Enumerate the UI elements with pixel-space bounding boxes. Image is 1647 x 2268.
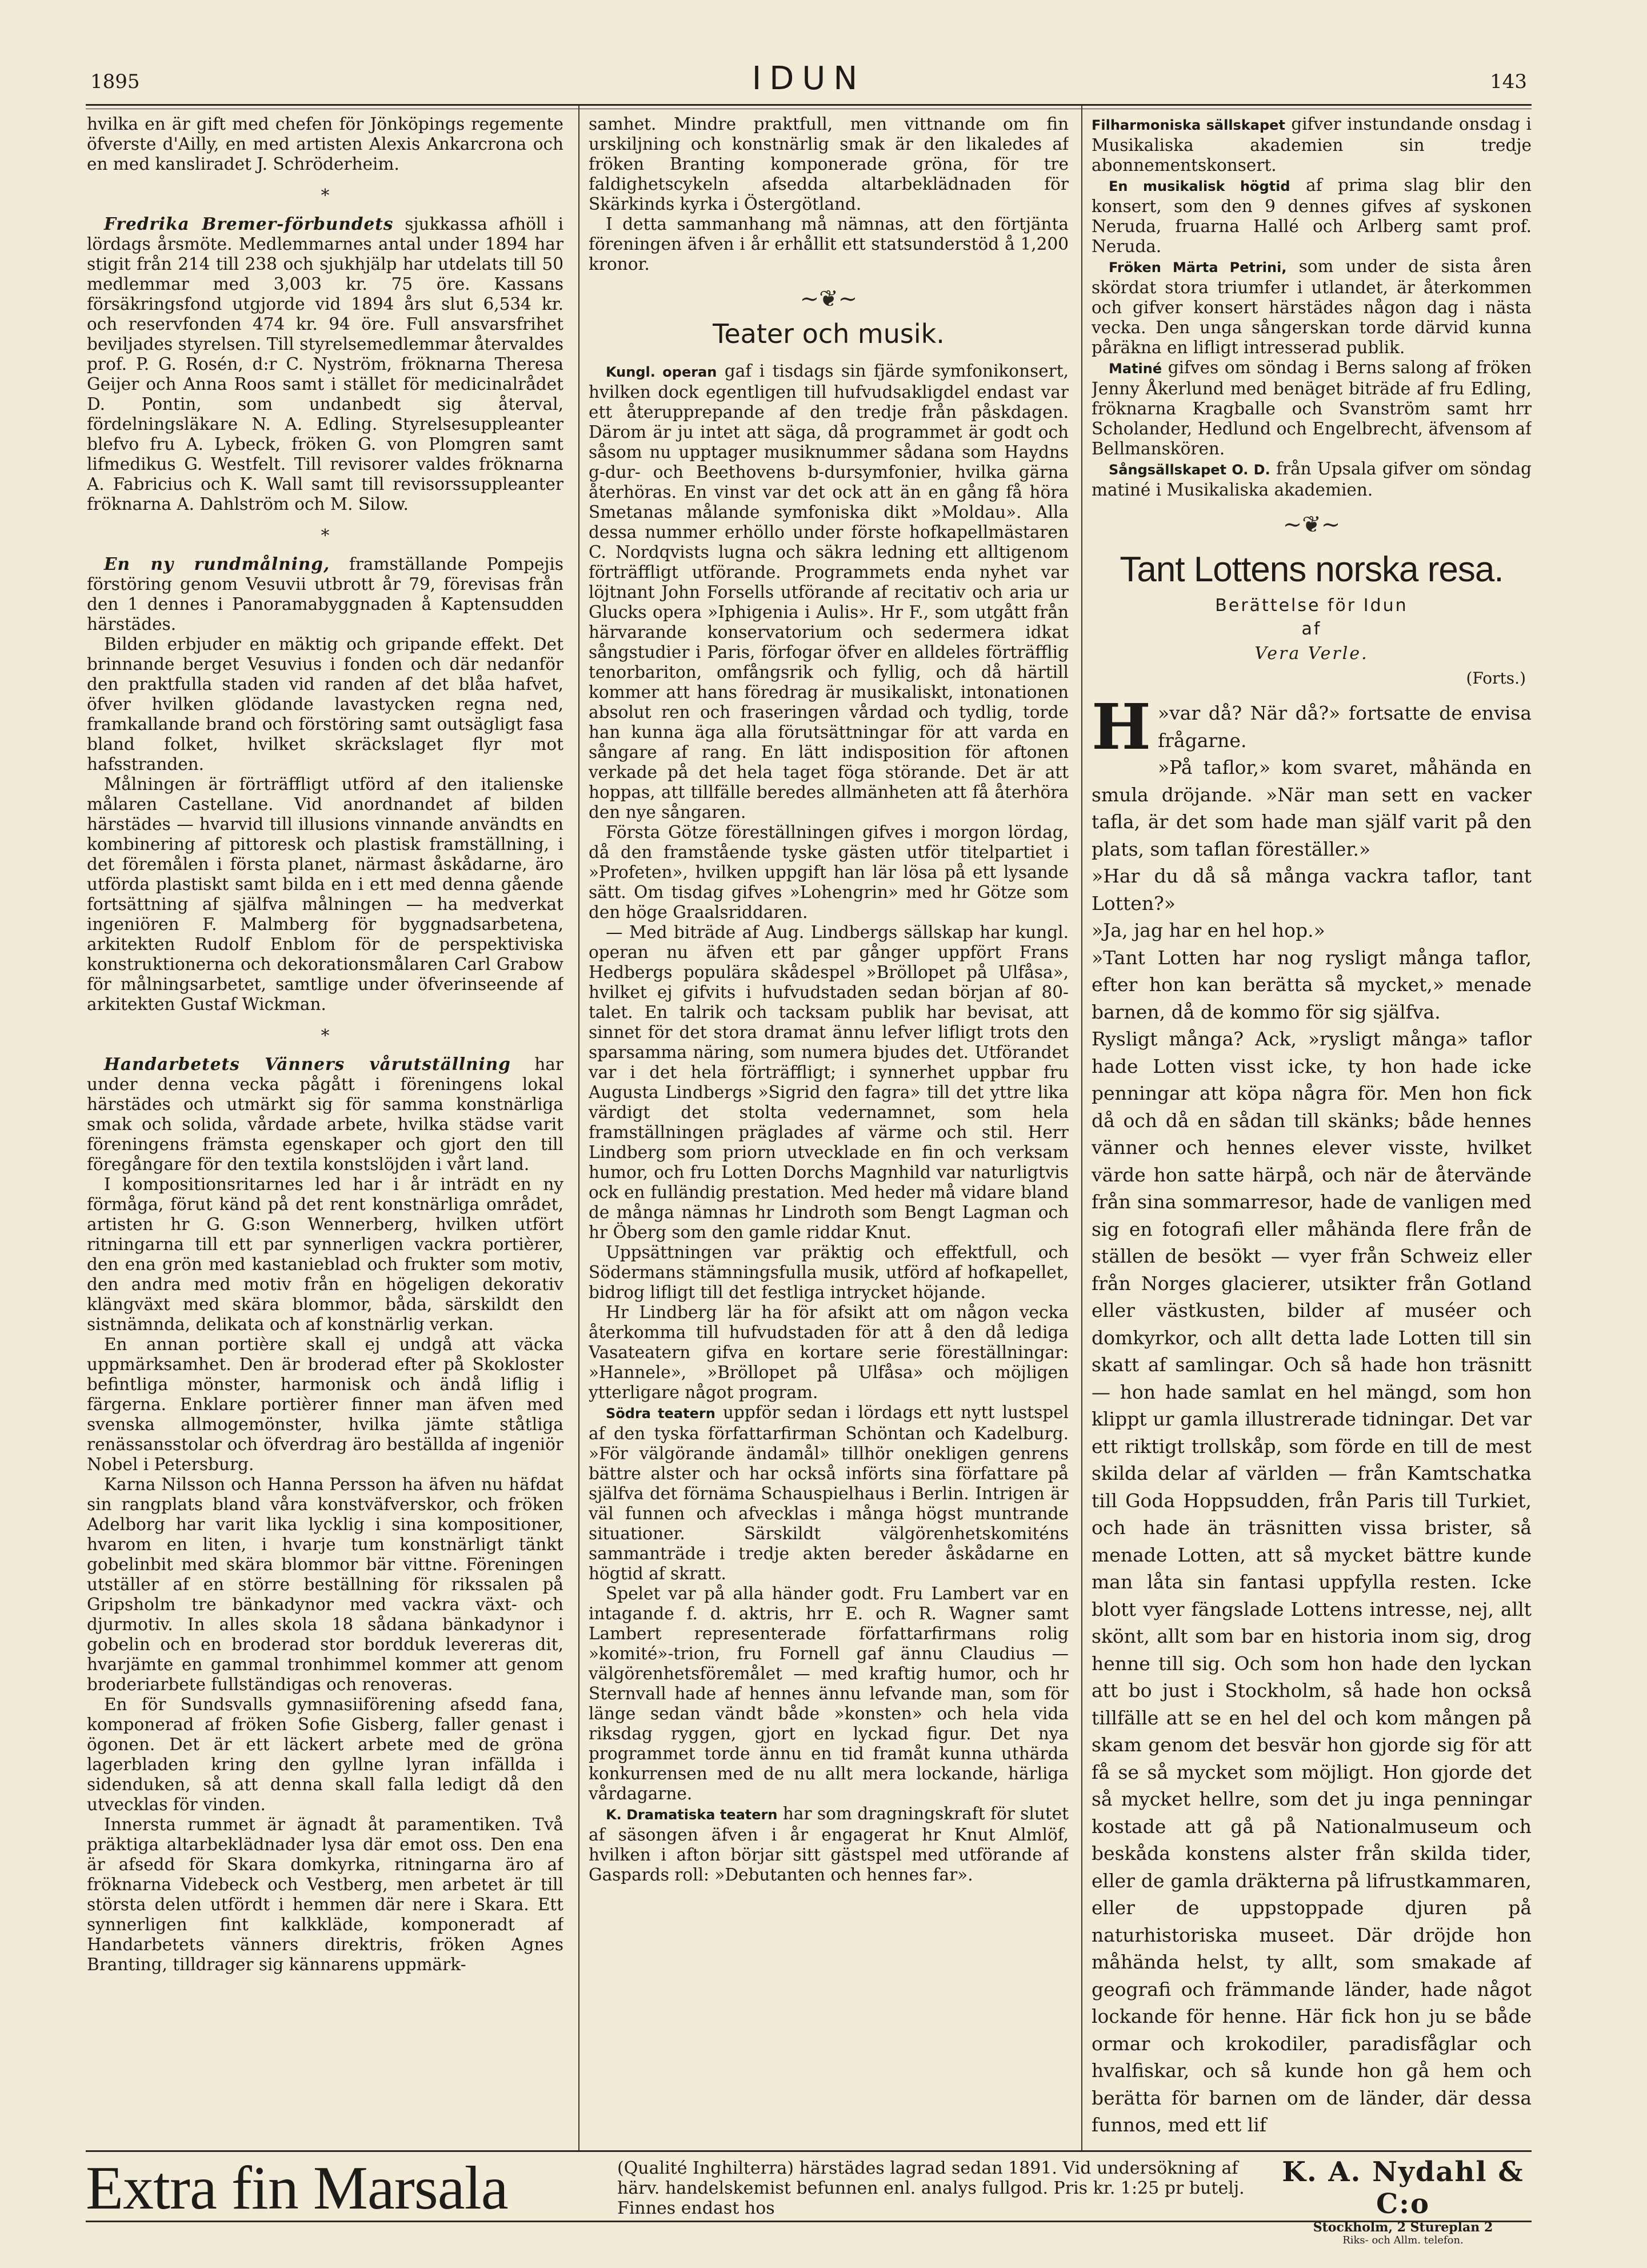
header-rule bbox=[86, 104, 1532, 106]
drop-cap: H bbox=[1092, 690, 1151, 764]
article-paragraph: Uppsättningen var präktig och effektfull, och Södermans stämningsfulla musik, utförd af hofkapellet, bidrog lifligt till det festliga intrycket höjande. bbox=[589, 1243, 1069, 1302]
column-1 bbox=[87, 114, 563, 2149]
article-petrini bbox=[1092, 257, 1532, 358]
article-paragraph: Bilden erbjuder en mäktig och gripande effekt. Det brinnande berget Vesuvius i fonden och där nedanför den praktfulla staden vid randen af det blåa hafvet, öfver hvilken glödande lavastycken regna ned, framkallande brand och förstöring samt outsägligt fasa bland folket, hvilket skräckslaget flyr mot hafsstranden. bbox=[87, 634, 563, 774]
story-paragraph: »Ja, jag har en hel hop.» bbox=[1092, 919, 1325, 941]
article-paragraph: Spelet var på alla händer godt. Fru Lambert var en intagande f. d. aktris, hrr E. och R. Wagner samt Lambert representerade författarfirmans rolig »komité»-trion, fru Fornell gaf ännu Claudius — välgörenhetsföremålet — med kraftig humor, och hr Sternvall hade af hennes ännu lefvande man, som för länge sedan vändt både »konsten» och hela vida riksdag ryggen, gjort en lyckad figur. Det nya programmet torde ännu en tid framåt kunna uthärda konkurrensen med de nu allt mera lockande, härliga vårdagarne. bbox=[589, 1584, 1069, 1803]
separator-star: * bbox=[321, 526, 330, 545]
article-paragraph: Målningen är förträffligt utförd af den italienske målaren Castellane. Vid anordnandet af bilden härstädes — hvarvid till illusions vinnande användts en kombinering af pittoresk och plastisk framställning, i det föremålen i första planet, närmast åskådarne, äro utförda plastiskt samt bilda en i ett med denna gående fortsättning af själfva målningen — ha medverkat ingeniören F. Malmberg för byggnadsarbetena, arkitekten Rudolf Enblom för de perspektiviska konstruktionerna och dekorationsmålaren Carl Grabow för målningsarbetet, samtlige under öfverinseende af arkitekten Gustaf Wickman. bbox=[87, 774, 563, 1014]
article-bremer-text: sjukkassa afhöll i lördags årsmöte. Medlemmarnes antal under 1894 har stigit från 214 till 238 och sjukhjälp har utdelats till 50 medlemmar med 3,003 kr. 75 öre. Kassans försäkringsfond utgjorde vid 1894 års slut 6,534 kr. och reservfonden 474 kr. 94 öre. Full ansvarsfrihet beviljades styrelsen. Till styrelsemedlemmar återvaldes prof. P. G. Rosén, d:r C. Nyström, fröknarna Theresa Geijer och Anna Roos samt i stället för medicinalrådet D. Pontin, som undanbedt sig återval, fördelningsläkare N. A. Edling. Styrelsesuppleanter blefvo fru A. Lybeck, fröken G. von Plomgren samt lifmedikus G. Westfelt. Till revisorer valdes fröknarna A. Fabricius och K. Wall samt till revisorssuppleanter fröknarna A. Dahlström och M. Silow. bbox=[87, 214, 563, 514]
article-filharmoniska bbox=[1092, 114, 1532, 175]
story-byline-af: af bbox=[1301, 619, 1322, 639]
story-paragraph: »Har du då så många vackra taflor, tant Lotten?» bbox=[1092, 865, 1532, 915]
article-paragraph: En annan portière skall ej undgå att väcka uppmärksamhet. Den är broderad efter på Skokloster befintliga mönster, harmonisk och ändå liflig i färgerna. Enklare portièrer finner man äfven med svenska allmogemönster, hvilka jämte ståtliga renässansstolar och öfverdrag äro beställda af ingeniör Nobel i Petersburg. bbox=[87, 1335, 563, 1474]
ad-rule-bottom bbox=[86, 2221, 1532, 2222]
article-matine-lead: Matiné bbox=[1109, 361, 1162, 377]
story-paragraph: »Tant Lotten har nog rysligt många taflor, efter hon kan berätta så mycket,» menade barnen, då de kommo för sig själfva. bbox=[1092, 946, 1532, 1023]
advertisement bbox=[86, 2154, 1532, 2246]
ornament-icon: ~❦~ bbox=[1282, 512, 1341, 538]
separator-star: * bbox=[321, 1026, 330, 1045]
article-paragraph: samhet. Mindre praktfull, men vittnande om fin urskiljning och konstnärlig smak är den likaledes af fröken Branting komponerade gröna, för tre faldighetscykeln afsedda altarbeklädnaden för Skärkinds kyrka i Östergötland. bbox=[589, 114, 1069, 214]
article-rundmalning-lead: En ny rundmålning, bbox=[104, 554, 330, 574]
article-sangsallskapet-lead: Sångsällskapet O. D. bbox=[1109, 462, 1270, 478]
article-petrini-text: som under de sista åren skördat stora triumfer i utlandet, är återkommen och gifver konsert härstädes någon dag i nästa vecka. Den unga sångerskan torde därvid kunna påräkna en lifligt intresserad publik. bbox=[1092, 257, 1532, 357]
column-2 bbox=[589, 114, 1069, 2149]
article-rundmalning-text: framställande Pompejis förstöring genom Vesuvii utbrott år 79, förevisas från den 1 dennes i Panoramabyggnaden å Kaptensudden härstädes. bbox=[87, 554, 563, 634]
article-hogtid-lead: En musikalisk högtid bbox=[1109, 178, 1290, 194]
article-sodra bbox=[589, 1403, 1069, 1584]
article-sangsallskapet-text: från Upsala gifver om söndag matiné i Musikaliska akademien. bbox=[1092, 459, 1532, 500]
article-bremer bbox=[87, 214, 563, 514]
page-header bbox=[86, 60, 1532, 106]
article-sangsallskapet bbox=[1092, 459, 1532, 500]
article-operan-lead: Kungl. operan bbox=[606, 364, 717, 380]
section-title-teater: Teater och musik. bbox=[713, 318, 945, 349]
article-dramatiska bbox=[589, 1804, 1069, 1885]
ad-firm-address: Stockholm, 2 Stureplan 2 bbox=[1313, 2220, 1493, 2235]
story-subtitle: Berättelse för Idun bbox=[1215, 596, 1408, 616]
article-paragraph: Hr Lindberg lär ha för afsikt att om någon vecka återkomma till hufvudstaden för att å den då lediga Vasateatern gifva en kortare serie föreställningar: »Hannele», »Bröllopet på Ulfåsa» och möjligen ytterligare något program. bbox=[589, 1303, 1069, 1402]
page-number: 143 bbox=[1490, 70, 1527, 93]
article-paragraph: En för Sundsvalls gymnasiiförening afsedd fana, komponerad af fröken Sofie Gisberg, faller genast i ögonen. Det är ett läckert arbete med de gröna lagerbladen kring den gyllne lyran infällda i sidenduken, så att denna skall falla ledigt då den utvecklas för vinden. bbox=[87, 1695, 563, 1814]
ad-firm-name: K. A. Nydahl & C:o bbox=[1282, 2156, 1524, 2220]
story-body bbox=[1092, 690, 1532, 2139]
article-paragraph: I kompositionsritarnes led har i år inträdt en ny förmåga, förut känd på det rent konstnärliga området, artisten hr G. G:son Wennerberg, hvilken utfört ritningarna till ett par synnerligen vackra portièrer, den ena grön med kastanieblad och frukter som motiv, den andra med motiv från en högeligen dekorativ klängväxt med skära blommor, båda, särskildt den sistnämnda, delikata och af konstnärlig verkan. bbox=[87, 1175, 563, 1334]
article-handarbete bbox=[87, 1054, 563, 1175]
article-bremer-lead: Fredrika Bremer-förbundets bbox=[104, 214, 394, 234]
header-year: 1895 bbox=[90, 70, 140, 93]
article-paragraph: Första Götze föreställningen gifves i morgon lördag, då den framstående tyske gästen utför titelpartiet i »Profeten», hvilken uppgift han lär lösa på ett lysande sätt. Om tisdag gifves »Lohengrin» med hr Götze som den höge Graalsriddaren. bbox=[589, 822, 1069, 922]
ornament-icon: ~❦~ bbox=[799, 286, 858, 312]
article-sodra-lead: Södra teatern bbox=[606, 1405, 715, 1422]
article-paragraph: I detta sammanhang må nämnas, att den förtjänta föreningen äfven i år erhållit ett statsunderstöd å 1,200 kronor. bbox=[589, 214, 1069, 274]
article-sodra-text: uppför sedan i lördags ett nytt lustspel af den tyska författarfirman Schöntan och Kadelburg. »För välgörande ändamål» tillhör onekligen genrens bättre alster och har också införts sina författare på själfva det förnäma Schauspielhaus i Berlin. Intrigen är väl funnen och afvecklas i många högst muntrande situationer. Särskildt välgörenhetskomiténs sammanträde i tredje akten bereder åskådarne en högtid af skratt. bbox=[589, 1403, 1069, 1583]
article-dramatiska-lead: K. Dramatiska teatern bbox=[606, 1807, 778, 1823]
article-filharmoniska-text: gifver instundande onsdag i Musikaliska akademien sin tredje abonnementskonsert. bbox=[1092, 114, 1532, 175]
intro-paragraph: hvilka en är gift med chefen för Jönköpings regemente öfverste d'Ailly, en med artisten Alexis Ankarcrona och en med kansliradet J. Schröderheim. bbox=[87, 114, 563, 174]
story-paragraph: »På taflor,» kom svaret, måhända en smula dröjande. »När man sett en vacker tafla, är det som hade man själf varit på den plats, som taflan föreställer.» bbox=[1092, 756, 1532, 860]
story-paragraph-text: »var då? När då?» fortsatte de envisa frågarne. bbox=[1157, 702, 1532, 752]
story-continued: (Forts.) bbox=[1466, 669, 1526, 688]
article-paragraph: Karna Nilsson och Hanna Persson ha äfven nu häfdat sin rangplats bland våra konstväfverskor, och fröken Adelborg har varit lika lycklig i sina kompositioner, hvarom en liten, i hvarje tum konstnärligt tänkt gobelinbit med skära blommor bär vittne. Föreningen utställer af en större beställning för rikssalen på Gripsholm tre bänkadynor med vackra växt- och djurmotiv. In alles skola 18 sådana bänkadynor i gobelin och en broderad stor bordduk levereras dit, hvarjämte en gammal tronhimmel kommer att genom broderiarbete fullständigas och renoveras. bbox=[87, 1475, 563, 1694]
article-operan-text: gaf i tisdags sin fjärde symfonikonsert, hvilken dock egentligen till hufvudsakligdel endast var ett återupprepande af den tredje från påskdagen. Därom är ju intet att säga, då programmet är godt och såsom nu upptager musiknummer sådana som Haydns g-dur- och Beethovens b-dursymfonier, hvilka gärna återhöras. En vinst var det ock att än en gång få höra Smetanas målande symfoniska dikt »Moldau». Alla dessa nummer erhöllo under förste hofkapellmästaren C. Nordqvists lugna och säkra ledning ett alltigenom förträffligt utförande. Programmets enda nyhet var löjtnant John Forsells utförande af recitativ och aria ur Glucks opera »Iphigenia i Aulis». Hr F., som utgått från härvarande konservatorium och sedermera idkat sångstudier i Paris, förfogar öfver en alldeles förträfflig tenorbariton, omfångsrik och fyllig, och då härtill kommer att hans föredrag är musikaliskt, intonationen absolut ren och fraseringen vårdad och tydlig, torde han kunna äga alla förutsättningar för att varda en sångare af rang. En lätt indisposition för aftonen verkade på det hela taget föga störande. Det är att hoppas, att tillfälle beredes allmänheten att få återhöra den nye sångaren. bbox=[589, 361, 1069, 822]
article-petrini-lead: Fröken Märta Petrini, bbox=[1109, 259, 1287, 275]
story-title: Tant Lottens norska resa. bbox=[1120, 550, 1504, 589]
article-handarbete-lead: Handarbetets Vänners vårutställning bbox=[104, 1054, 511, 1074]
article-paragraph: — Med biträde af Aug. Lindbergs sällskap har kungl. operan nu äfven ett par gånger uppfört Frans Hedbergs populära skådespel »Bröllopet på Ulfåsa», hvilket ej gifvits i hufvudstaden sedan början af 80-talet. En talrik och tacksam publik har bevisat, att sinnet för det stora dramat ännu lefver lifligt trots den sparsamma näring, som numera bjudes det. Utförandet var i det hela förträffligt; i synnerhet uppbar fru Augusta Lindbergs »Sigrid den fagra» till det yttre lika värdigt det stolta vedernamnet, som hela framställningen präglades af värme och stil. Herr Lindberg som priorn utvecklade en fin och verksam humor, och fru Lotten Dorchs Magnhild var naturligtvis ock en fulländig prestation. Med heder må vidare bland de många nämnas hr Lindroth som Bengt Lagman och hr Öberg som den gamle riddar Knut. bbox=[589, 923, 1069, 1242]
article-handarbete-text: har under denna vecka pågått i föreningens lokal härstädes och utmärkt sig för samma konstnärliga smak och solida, vårdade arbete, hvilka städse varit föreningens främsta egenskaper och gjort den till föregångare för den textila konstslöjden i vårt land. bbox=[87, 1055, 563, 1174]
article-filharmoniska-lead: Filharmoniska sällskapet bbox=[1092, 117, 1285, 133]
article-hogtid bbox=[1092, 175, 1532, 257]
article-matine-text: gifves om söndag i Berns salong af fröken Jenny Åkerlund med benäget biträde af fru Edling, fröknarna Kragballe och Svanström samt hrr Scholander, Hedlund och Engelbrecht, äfvensom af Bellmanskören. bbox=[1092, 358, 1532, 458]
article-matine bbox=[1092, 358, 1532, 459]
article-hogtid-text: af prima slag blir den konsert, som den 9 dennes gifves af syskonen Neruda, fruarna Hallé och Arlberg samt prof. Neruda. bbox=[1092, 175, 1532, 256]
story-paragraph bbox=[1092, 690, 1532, 764]
article-dramatiska-text: har som dragningskraft för slutet af säsongen äfven i år engagerat hr Knut Almlöf, hvilken i afton börjar sitt gästspel med utförande af Gaspards roll: »Debutanten och hennes far». bbox=[589, 1804, 1069, 1884]
column-3 bbox=[1092, 114, 1532, 2149]
article-rundmalning bbox=[87, 554, 563, 634]
ad-firm bbox=[1274, 2156, 1532, 2246]
column-rule-1 bbox=[578, 106, 579, 2152]
ad-rule-top bbox=[86, 2150, 1532, 2152]
ad-headline: Extra fin Marsala bbox=[86, 2154, 508, 2222]
ad-text: (Qualité Inghilterra) härstädes lagrad sedan 1891. Vid undersökning af härv. handelskemist befunnen enl. analys fullgod. Pris kr. 1:25 pr butelj. Finnes endast hos bbox=[617, 2158, 1245, 2218]
masthead: IDUN bbox=[751, 60, 866, 97]
article-operan bbox=[589, 361, 1069, 822]
story-paragraph: Rysligt många? Ack, »rysligt många» taflor hade Lotten visst icke, ty hon hade icke penningar att köpa några för. Men hon fick då och då en sådan till skänks; både hennes vänner och hennes elever visste, hvilket värde hon satte härpå, och när de återvände från sina sommarresor, hade de vanligen med sig en fotografi eller måhända flere från de ställen de besökt — vyer från Schweiz eller från Norges glacierer, utsikter från Gotland eller västkusten, bilder af muséer och domkyrkor, och allt detta lade Lotten till sin skatt af samlingar. Och så hade hon träsnitt — hon hade samlat en hel mängd, som hon klippt ur gamla illustrerade tidningar. Det var ett riktigt trollskåp, som förde en till de mest skilda delar af världen — från Kamtschatka till Goda Hoppsudden, från Paris till Turkiet, och hade än träsnitten vissa brister, så menade Lotten, att så mycket bättre kunde man låta sin fantasi uppfylla resten. Icke blott vyer fängslade Lottens intresse, nej, allt skönt, allt som bar en historia inom sig, drog henne till sig. Och som hon hade den lyckan att bo just i Stockholm, så hade hon också tillfälle att se en hel del och kom mången på skam genom det besvär hon gjorde sig för att få se så mycket som möjligt. Hon gjorde det så mycket hellre, som det ju inga penningar kostade att gå på Nationalmuseum och beskåda konstens alster från skilda tider, eller de gamla dräkterna på lifrustkammaren, eller de uppstoppade djuren på naturhistoriska museet. Där dröjde hon måhända helst, ty allt, som smakade af geografi och främmande länder, hade något lockande för henne. Här fick hon ju se både ormar och krokodiler, paradisfåglar och hvalfiskar, och så kunde hon gå hem och berätta för barnen om de länder, där dessa funnos, med ett lif bbox=[1092, 1028, 1532, 2136]
ad-firm-telephone: Riks- och Allm. telefon. bbox=[1342, 2234, 1464, 2246]
separator-star: * bbox=[321, 186, 330, 205]
column-rule-2 bbox=[1081, 106, 1082, 2152]
article-paragraph: Innersta rummet är ägnadt åt paramentiken. Två präktiga altarbeklädnader lysa där emot oss. Den ena är afsedd för Skara domkyrka, ritningarna äro af fröknarna Videbeck och Vestberg, men arbetet är till största delen utfördt i hemmen där nere i Skara. Ett synnerligen fint kalkkläde, komponeradt af Handarbetets vänners direktris, fröken Agnes Branting, tilldrager sig kännarens uppmärk- bbox=[87, 1815, 563, 1974]
story-author: Vera Verle. bbox=[1254, 644, 1369, 664]
